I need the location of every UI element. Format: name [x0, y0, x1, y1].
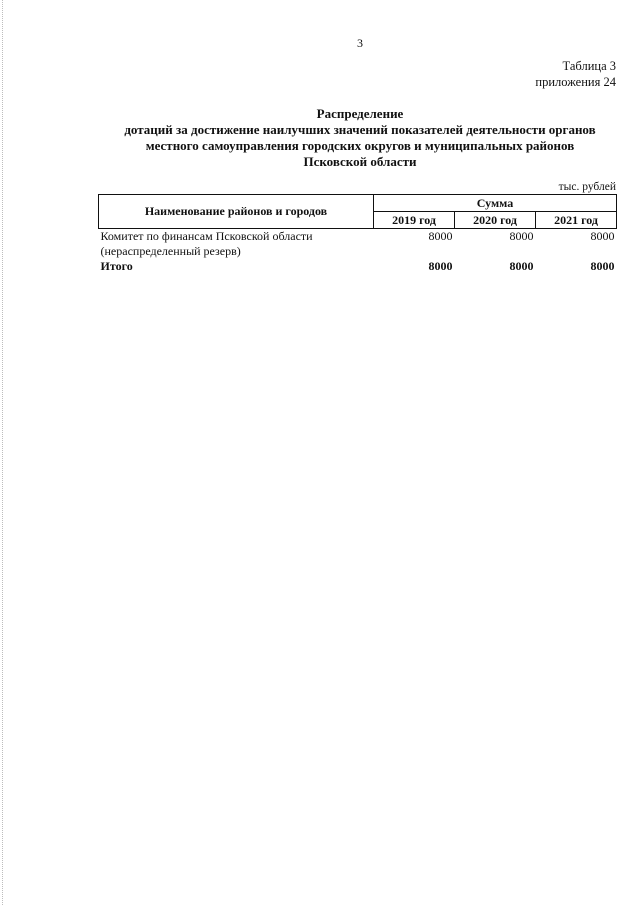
header-name-column: Наименование районов и городов	[99, 195, 374, 229]
units-label: тыс. рублей	[558, 181, 616, 193]
table-row	[99, 229, 617, 260]
total-row	[99, 259, 617, 274]
table-reference-line1: Таблица 3	[562, 59, 616, 73]
header-sum-column: Сумма	[374, 195, 617, 212]
table-header-row	[99, 195, 617, 212]
row-value-2021: 8000	[590, 229, 615, 243]
row-name-cell	[99, 229, 374, 260]
table-reference	[535, 58, 616, 90]
total-value-2019: 8000	[428, 259, 453, 273]
distribution-table	[98, 194, 617, 274]
title-line1: Распределение	[316, 106, 404, 121]
total-value-2021: 8000	[590, 259, 615, 273]
row-name-line2: (нераспределенный резерв)	[100, 244, 241, 258]
header-year-2020: 2020 год	[455, 212, 536, 229]
table-reference-line2: приложения 24	[535, 75, 616, 89]
page-number: 3	[357, 36, 363, 50]
total-label: Итого	[100, 259, 133, 273]
title-line4: Псковской области	[303, 154, 417, 169]
title-line2: дотаций за достижение наилучших значений показателей деятельности органов	[124, 122, 596, 137]
header-year-2021: 2021 год	[536, 212, 617, 229]
total-value-2020: 8000	[509, 259, 534, 273]
row-name-line1: Комитет по финансам Псковской области	[100, 229, 313, 243]
distribution-table-wrapper	[98, 194, 616, 274]
document-title	[0, 106, 640, 170]
header-year-2019: 2019 год	[374, 212, 455, 229]
title-line3: местного самоуправления городских округов и муниципальных районов	[145, 138, 575, 153]
row-value-2019: 8000	[428, 229, 453, 243]
row-value-2020: 8000	[509, 229, 534, 243]
